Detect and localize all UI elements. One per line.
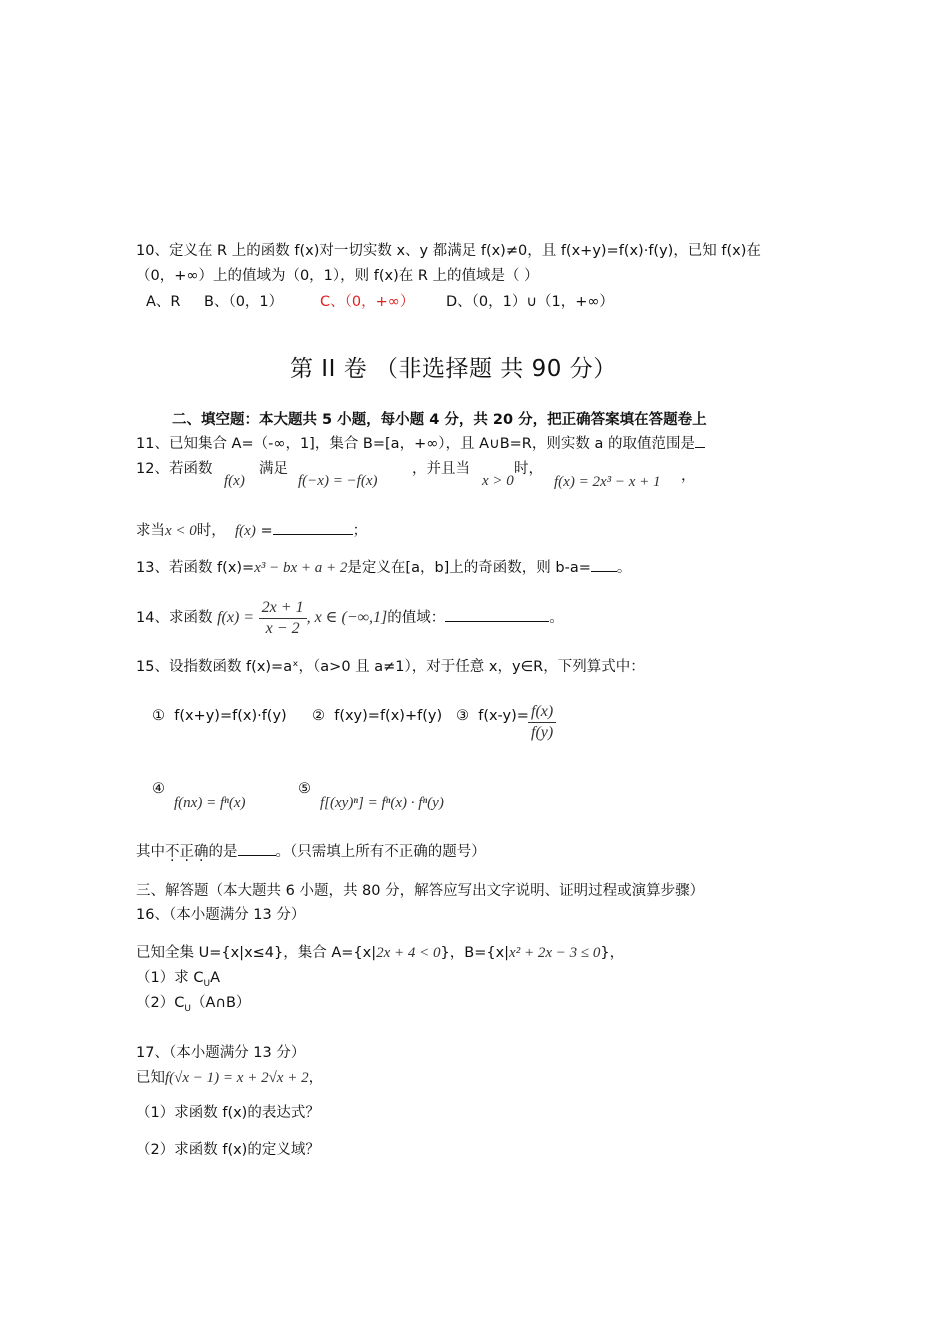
q15-item2-number: ② [312,708,325,724]
q15-ask-e: 的是 [208,844,238,860]
q15-item1-formula: f(x+y)=f(x)·f(y) [174,708,287,724]
q14-numerator: 2x + 1 [259,598,307,619]
q12-prefix: 12、若函数 [136,461,213,477]
q16-part2 [136,993,250,1019]
q11 [136,433,705,454]
q14-fx: f(x) = [217,609,255,626]
q12-and-when: ，并且当 [412,461,470,477]
q12-odd-equation: f(−x) = −f(x) [298,473,378,489]
q17-part1: （1）求函数 f(x)的表达式？ [136,1105,320,1121]
q15-ask-end: 。（只需填上所有不正确的题号） [275,844,486,860]
section3-heading: 三、解答题（本大题共 6 小题，共 80 分，解答应写出文字说明、证明过程或演算步骤） [136,883,705,899]
q14-denominator: x − 2 [265,619,300,637]
q13-end: 。 [616,560,632,576]
q16-set-b: x² + 2x − 3 ≤ 0 [509,945,601,961]
q14 [136,596,564,640]
q15-item3 [456,706,529,726]
q12-comma: ， [681,468,696,484]
q16-set-a: 2x + 4 < 0 [376,945,441,961]
q16-part1 [136,968,220,994]
q15-item1 [152,706,287,726]
q16-part1-b: A [210,970,220,986]
q17-title: 17、（本小题满分 13 分） [136,1045,306,1061]
q16-given [136,943,624,963]
q17-given-prefix: 已知 [136,1070,165,1086]
q15-item3-denominator: f(y) [531,724,554,741]
q15-ask-emph-2: 正 [179,844,194,860]
q17-given [136,1068,323,1088]
q12-satisfy: 满足 [259,461,288,477]
q13-answer-blank[interactable] [591,557,617,572]
q10-line1: 10、定义在 R 上的函数 f(x)对一切实数 x、y 都满足 f(x)≠0，且 f(x+y)=f(x)·f(y)，已知 f(x)在 [136,243,761,259]
q16-title: 16、（本小题满分 13 分） [136,907,306,923]
q15-text: 15、设指数函数 f(x)=aˣ，（a>0 且 a≠1），对于任意 x，y∈R，下列算式中： [136,659,645,675]
q17-part2: （2）求函数 f(x)的定义域？ [136,1142,320,1158]
q15-ask-emph-1: 不 [165,844,180,860]
q15-item2 [312,706,442,726]
q14-prefix: 14、求函数 [136,610,213,626]
q15-ask-a: 其中 [136,844,165,860]
q13 [136,557,631,578]
q15-ask-emph-3: 确 [194,844,209,860]
q16-part2-a: （2）C [136,995,185,1011]
q13-expression: x³ − bx + a + 2 [254,560,348,576]
q14-suffix: 的值域： [387,610,446,626]
q12-ask-prefix: 求当 [136,523,165,539]
q15-item5-number: ⑤ [298,781,311,797]
q13-prefix: 13、若函数 f(x)= [136,560,255,576]
q16-part2-b: （A∩B） [190,995,251,1011]
q17-given-end: ， [308,1070,324,1086]
q15-item4-formula: f(nx) = fⁿ(x) [174,795,246,811]
q11-text: 11、已知集合 A=（-∞，1]，集合 B=[a，+∞），且 A∪B=R，则实数 a 的取值范围是 [136,436,695,452]
q16-part1-subscript: U [203,978,211,989]
q17-expression: f(√x − 1) = x + 2√x + 2 [165,1070,309,1086]
q14-domain: , x ∈ (−∞,1] [306,609,388,626]
q12-ask [136,520,367,541]
q16-given-mid: }，B={x| [440,945,510,961]
q16-part2-subscript: U [184,1003,191,1014]
q12-answer-blank[interactable] [273,520,353,535]
q12-positive-expression: f(x) = 2x³ − x + 1 [554,474,661,490]
section2-heading: 二、填空题：本大题共 5 小题，每小题 4 分，共 20 分，把正确答案填在答题卷上 [172,412,707,428]
q12-fx: f(x) [224,473,245,489]
q15-item4-number: ④ [152,781,165,797]
q14-end: 。 [549,610,564,626]
q12-ask-equals: = [260,523,273,539]
q16-given-end: }， [600,945,625,961]
q15-item1-number: ① [152,708,165,724]
q15-item3-numerator: f(x) [528,702,556,723]
q16-given-prefix: 已知全集 U={x|x≤4}，集合 A={x| [136,945,377,961]
q15-item3-number: ③ [456,708,469,724]
q15-ask [136,841,486,862]
q12-ask-end: ； [352,523,368,539]
q12-ask-fx: f(x) [235,523,256,539]
q10-option-b: B、（0，1） [204,294,284,310]
q15-answer-blank[interactable] [238,841,276,856]
q10-option-a: A、R [146,294,181,310]
q14-fraction [259,598,307,639]
q11-answer-blank[interactable] [695,433,705,448]
q12-time: 时， [514,461,543,477]
q13-suffix: 是定义在[a，b]上的奇函数，则 b-a= [347,560,591,576]
q10-option-d: D、（0，1）∪（1，+∞） [446,294,614,310]
q15-item3-fraction [528,702,556,743]
q16-part1-a: （1）求 C [136,970,204,986]
q12-ask-condition: x < 0 [165,523,197,539]
q10-line2: （0，+∞）上的值域为（0，1），则 f(x)在 R 上的值域是（ ） [136,268,539,284]
q10-option-c-answer: C、（0，+∞） [320,294,415,310]
q14-answer-blank[interactable] [445,607,549,622]
q12-condition: x > 0 [482,473,514,489]
q12-ask-time: 时， [196,523,226,539]
q15-item5-formula: f[(xy)ⁿ] = fⁿ(x) · fⁿ(y) [320,795,444,811]
part2-title: 第 II 卷 （非选择题 共 90 分） [290,356,617,382]
q15-item2-formula: f(xy)=f(x)+f(y) [334,708,443,724]
q15-item3-formula: f(x-y)= [478,708,529,724]
